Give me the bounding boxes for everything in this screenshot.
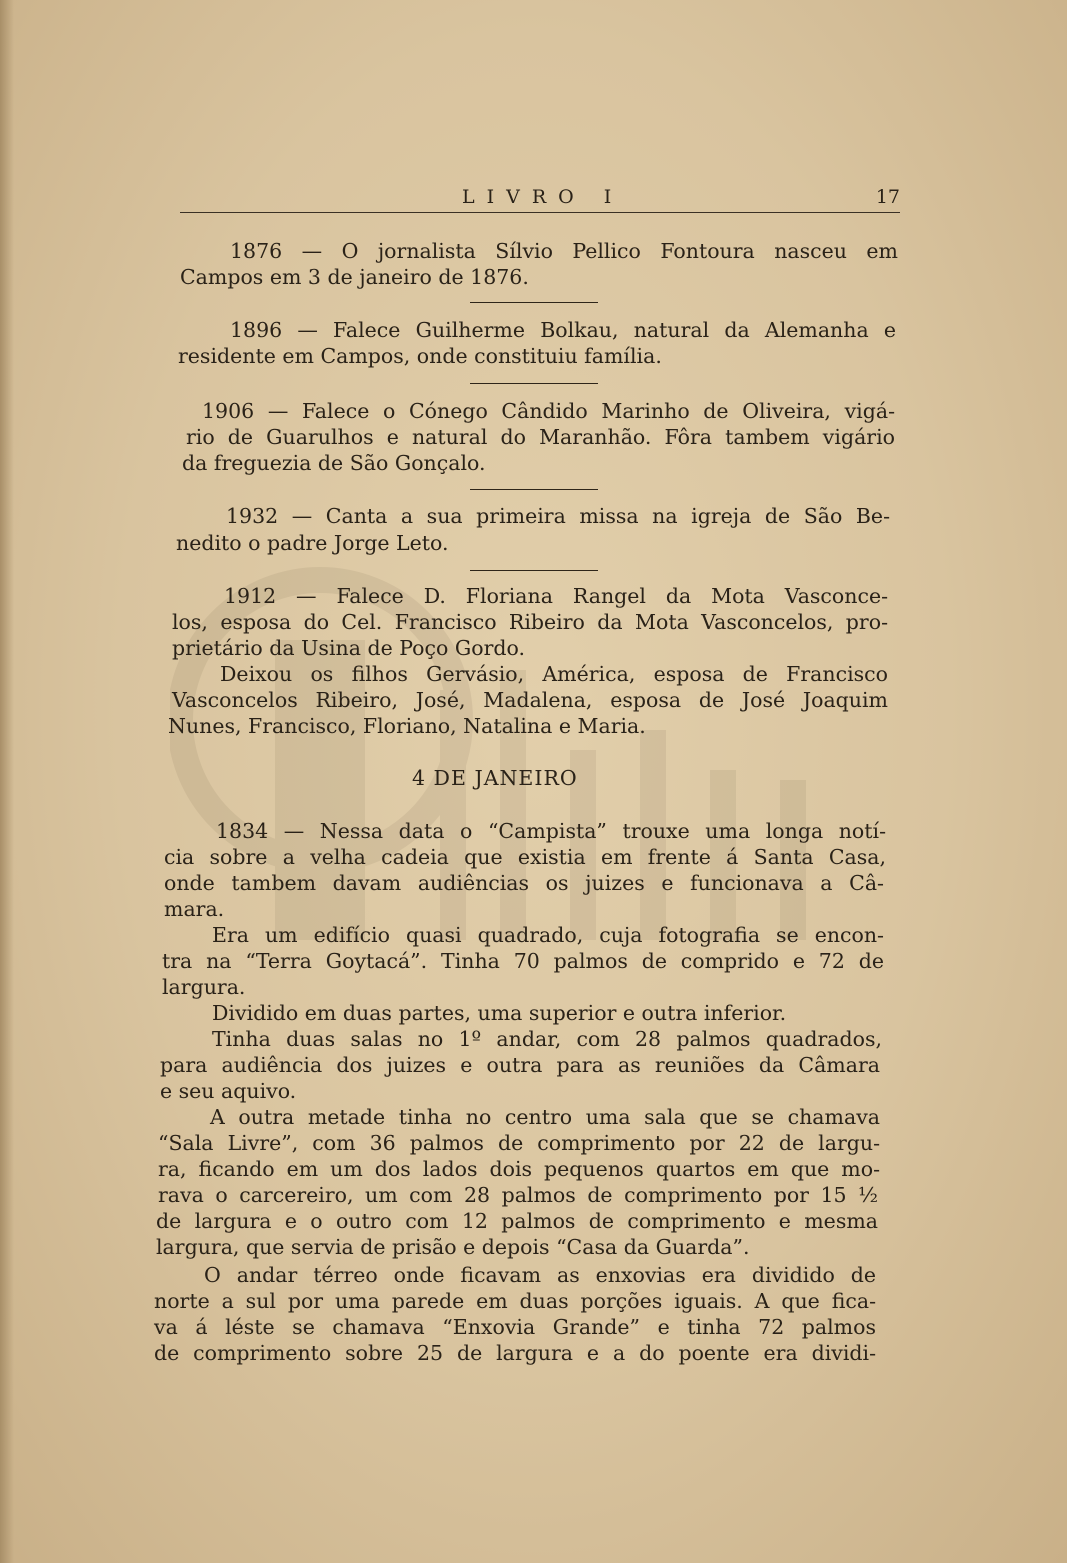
section-line-6: tra na “Terra Goytacá”. Tinha 70 palmos de comprido e 72 de	[162, 949, 884, 973]
section-line-15: rava o carcereiro, um com 28 palmos de comprimento por 15 ½	[158, 1183, 878, 1207]
running-head-title: LIVRO I	[462, 186, 624, 208]
entry-1876-line-2: Campos em 3 de janeiro de 1876.	[180, 265, 529, 289]
entry-1912-line-3: prietário da Usina de Poço Gordo.	[172, 636, 525, 660]
entry-1912-line-6: Nunes, Francisco, Floriano, Natalina e Maria.	[168, 714, 646, 738]
section-line-1: 1834 — Nessa data o “Campista” trouxe uma longa notí-	[216, 819, 886, 843]
section-title: 4 DE JANEIRO	[412, 766, 578, 790]
entry-separator	[470, 570, 598, 571]
entry-1896-line-1: 1896 — Falece Guilherme Bolkau, natural da Alemanha e	[230, 318, 896, 342]
section-line-20: va á léste se chamava “Enxovia Grande” e tinha 72 palmos	[154, 1315, 876, 1339]
section-line-17: largura, que servia de prisão e depois “Casa da Guarda”.	[156, 1235, 750, 1259]
section-line-7: largura.	[162, 975, 246, 999]
section-line-9: Tinha duas salas no 1º andar, com 28 palmos quadrados,	[212, 1027, 882, 1051]
entry-separator	[470, 383, 598, 384]
section-line-14: ra, ficando em um dos lados dois pequenos quartos em que mo-	[158, 1157, 880, 1181]
section-line-10: para audiência dos juizes e outra para as reuniões da Câmara	[160, 1053, 880, 1077]
section-line-16: de largura e o outro com 12 palmos de comprimento e mesma	[156, 1209, 878, 1233]
section-line-12: A outra metade tinha no centro uma sala que se chamava	[210, 1105, 880, 1129]
section-line-21: de comprimento sobre 25 de largura e a do poente era dividi-	[154, 1341, 876, 1365]
section-line-18: O andar térreo onde ficavam as enxovias era dividido de	[204, 1263, 876, 1287]
section-line-13: “Sala Livre”, com 36 palmos de comprimento por 22 de largu-	[158, 1131, 880, 1155]
entry-1912-line-1: 1912 — Falece D. Floriana Rangel da Mota Vasconce-	[224, 584, 888, 608]
section-line-3: onde tambem davam audiências os juizes e funcionava a Câ-	[164, 871, 884, 895]
entry-1906-line-2: rio de Guarulhos e natural do Maranhão. Fôra tambem vigário	[186, 425, 895, 449]
section-line-19: norte a sul por uma parede em duas porções iguais. A que fica-	[154, 1289, 876, 1313]
section-line-4: mara.	[164, 897, 225, 921]
entry-1876-line-1: 1876 — O jornalista Sílvio Pellico Fontoura nasceu em	[230, 239, 898, 263]
entry-1906-line-3: da freguezia de São Gonçalo.	[182, 451, 486, 475]
entry-separator	[470, 489, 598, 490]
section-line-8: Dividido em duas partes, uma superior e outra inferior.	[212, 1001, 787, 1025]
entry-1912-line-2: los, esposa do Cel. Francisco Ribeiro da Mota Vasconcelos, pro-	[172, 610, 888, 634]
section-line-5: Era um edifício quasi quadrado, cuja fotografia se encon-	[212, 923, 884, 947]
entry-1932-line-1: 1932 — Canta a sua primeira missa na igreja de São Be-	[226, 504, 890, 528]
page-number: 17	[875, 186, 900, 208]
section-line-2: cia sobre a velha cadeia que existia em frente á Santa Casa,	[164, 845, 886, 869]
entry-1912-line-5: Vasconcelos Ribeiro, José, Madalena, esposa de José Joaquim	[172, 688, 888, 712]
section-line-11: e seu aquivo.	[160, 1079, 297, 1103]
entry-1912-line-4: Deixou os filhos Gervásio, América, esposa de Francisco	[220, 662, 888, 686]
entry-1906-line-1: 1906 — Falece o Cónego Cândido Marinho de Oliveira, vigá-	[202, 399, 895, 423]
entry-1896-line-2: residente em Campos, onde constituiu família.	[178, 344, 662, 368]
entry-separator	[470, 302, 598, 303]
entry-1932-line-2: nedito o padre Jorge Leto.	[176, 531, 449, 555]
